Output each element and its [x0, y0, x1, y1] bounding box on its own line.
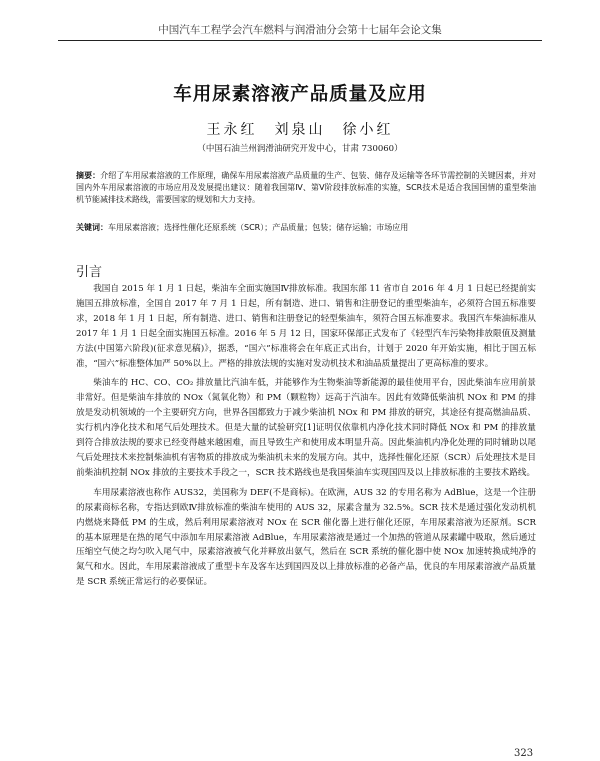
affiliation: （中国石油兰州润滑油研究开发中心，甘肃 730060）: [197, 144, 403, 154]
header-rule: [58, 40, 542, 41]
abstract-text: 介绍了车用尿素溶液的工作原理，确保车用尿素溶液产品质量的生产、包装、储存及运输等各环节需控制的关键因素，并对国内外车用尿素溶液的市场应用及发展提出建议：随着我国第Ⅳ、第Ⅴ阶段排放标准的实施，SCR技术是适合我国国情的重型柴油机节能减排技术路线，需要国家的规划和大力支持。: [76, 171, 536, 204]
body-text: [76, 282, 536, 595]
paper-title: 车用尿素溶液产品质量及应用: [173, 84, 427, 105]
section-heading: 引言: [76, 265, 103, 280]
keywords: [76, 222, 536, 234]
paragraph: 我国自 2015 年 1 月 1 日起，柴油车全面实施国Ⅳ排放标准。我国东部 11 省市自 2016 年 4 月 1 日起已经提前实施国五排放标准，全国自 2017 年 7 月 1 日起，所有制造、进口、销售和注册登记的重型柴油车，必须符合国五标准要求，2018 年 1 月 1 日起，所有制造、进口、销售和注册登记的轻型柴油车，须符合国五标准要求。我国汽车柴油标准从 2017 年 1 月 1 日起全面实施国五标准。2016 年 5 月 12 日，国家环保部正式发布了《轻型汽车污染物排放限值及测量方法(中国第六阶段)(征求意见稿)》，据悉，“国六”标准将会在年底正式出台，计划于 2020 年开始实施，相比于国五标准，“国六”标准整体加严 50%以上。严格的排放法规的实施对发动机技术和油品质量提出了更高标准的要求。: [76, 284, 536, 369]
keywords-text: 车用尿素溶液；选择性催化还原系统（SCR）；产品质量；包装；储存运输；市场应用: [108, 223, 409, 232]
paragraph: 车用尿素溶液也称作 AUS32，美国称为 DEF(不是商标)。在欧洲，AUS 32 的专用名称为 AdBlue，这是一个注册的尿素商标名称，专指达到欧Ⅳ排放标准的柴油车使用的 AUS 32，尿素含量为 32.5%。SCR 技术是通过强化发动机机内燃烧来降低 PM 的生成，然后利用尿素溶液对 NOx 在 SCR 催化器上进行催化还原，车用尿素溶液为还原剂。SCR 的基本原理是在热的尾气中添加车用尿素溶液 AdBlue，车用尿素溶液是通过一个加热的管道从尿素罐中吸取，然后通过压缩空气使之均匀吹入尾气中，尿素溶液被气化并释放出氨气，然后在 SCR 系统的催化器中使 NOx 加速转换成纯净的氮气和水。因此，车用尿素溶液成了重型卡车及客车达到国四及以上排放标准的必备产品，优良的车用尿素溶液产品质量是 SCR 系统正常运行的必要保证。: [76, 487, 536, 588]
paragraph: 柴油车的 HC、CO、CO₂ 排放量比汽油车低，并能够作为生物柴油等新能源的最佳使用平台，因此柴油车应用前景非常好。但是柴油车排放的 NOx（氮氧化物）和 PM（颗粒物）远高于汽油车。因此有效降低柴油机 NOx 和 PM 的排放是发动机领域的一个主要研究方向，世界各国都致力于减少柴油机 NOx 和 PM 排放的研究，其途径有提高燃油品质、实行机内净化技术和尾气后处理技术。但是大量的试验研究[1]证明仅依靠机内净化技术同时降低 NOx 和 PM 的排放量到符合排放法规的要求已经变得越来越困难，而且导致生产和使用成本明显升高。因此柴油机内净化处理的同时辅助以尾气后处理技术来控制柴油机有害物质的排放成为柴油机未来的发展方向。其中，选择性催化还原（SCR）后处理技术是目前柴油机控制 NOx 排放的主要技术手段之一，SCR 技术路线也是我国柴油车实现国四及以上排放标准的主要技术路线。: [76, 378, 536, 478]
abstract: [76, 170, 536, 206]
running-header: 中国汽车工程学会汽车燃料与润滑油分会第十七届年会论文集: [158, 24, 442, 36]
abstract-label: 摘要：: [76, 171, 101, 180]
authors: 王永红 刘泉山 徐小红: [206, 122, 394, 138]
keywords-label: 关键词：: [76, 223, 108, 232]
page-number: 323: [514, 748, 534, 759]
